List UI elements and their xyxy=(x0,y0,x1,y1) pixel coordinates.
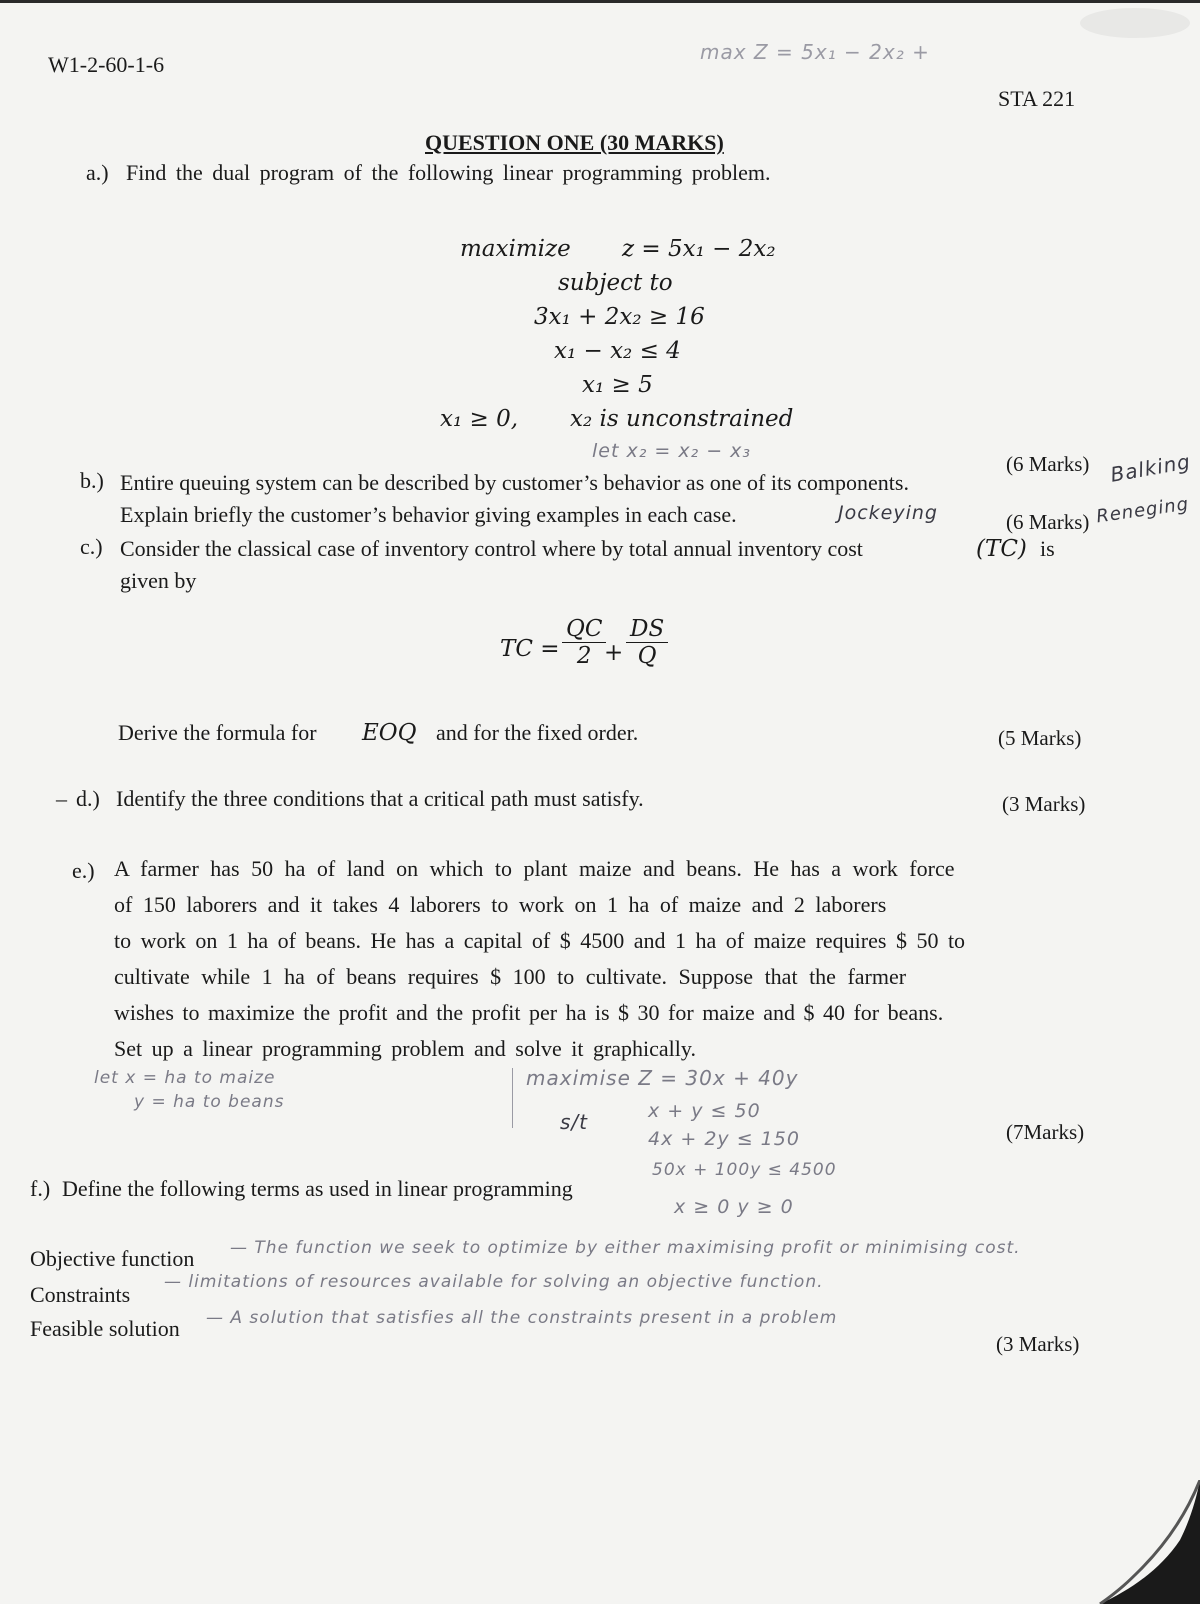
term-objective-function: Objective function xyxy=(30,1246,195,1271)
part-e-line5: wishes to maximize the profit and the profit per ha is $ 30 for maize and $ 40 for beans. xyxy=(114,1000,944,1025)
part-a-label: a.) xyxy=(86,160,109,185)
part-c-marks: (5 Marks) xyxy=(998,726,1082,750)
part-e-line6: Set up a linear programming problem and solve it graphically. xyxy=(114,1036,696,1061)
lp-objective: z = 5x₁ − 2x₂ xyxy=(622,236,776,262)
hand-e-c2: 4x + 2y ≤ 150 xyxy=(648,1128,800,1150)
frac2-numerator: DS xyxy=(626,616,668,643)
hand-note-balking: Balking xyxy=(1108,449,1193,487)
lp-constraint-2: x₁ − x₂ ≤ 4 xyxy=(554,338,681,364)
part-b-marks: (6 Marks) xyxy=(1006,510,1090,534)
hand-note-top: max Z = 5x₁ − 2x₂ + xyxy=(700,40,930,64)
question-title: QUESTION ONE (30 MARKS) xyxy=(425,130,724,155)
frac1-numerator: QC xyxy=(562,616,606,643)
lp-constraint-1: 3x₁ + 2x₂ ≥ 16 xyxy=(534,304,705,330)
scan-smudge xyxy=(1080,8,1190,38)
hand-e-let-x: let x = ha to maize xyxy=(94,1068,276,1088)
part-d-text: Identify the three conditions that a critical path must satisfy. xyxy=(116,786,644,811)
part-e-line4: cultivate while 1 ha of beans requires $ 100 to cultivate. Suppose that the farmer xyxy=(114,964,907,989)
paper-code: W1-2-60-1-6 xyxy=(48,52,165,77)
hand-def-constraints: — limitations of resources available for solving an objective function. xyxy=(164,1272,824,1292)
part-c-line1-end: is xyxy=(1040,536,1055,561)
part-b-line2: Explain briefly the customer’s behavior giving examples in each case. xyxy=(120,502,737,527)
formula-lhs: TC = xyxy=(500,636,560,662)
part-f-label: f.) xyxy=(30,1176,51,1201)
course-code: STA 221 xyxy=(998,86,1076,111)
lp-subject-to: subject to xyxy=(558,270,673,296)
hand-e-c3: 50x + 100y ≤ 4500 xyxy=(652,1160,837,1180)
part-e-line1: A farmer has 50 ha of land on which to plant maize and beans. He has a work force xyxy=(114,856,955,881)
lp-nonneg: x₁ ≥ 0, xyxy=(440,406,519,432)
part-c-tc: (TC) xyxy=(976,536,1027,562)
part-e-marks: (7Marks) xyxy=(1006,1120,1085,1144)
part-b-line1: Entire queuing system can be described by customer’s behavior as one of its components. xyxy=(120,470,909,495)
part-d-marks: (3 Marks) xyxy=(1002,792,1086,816)
lp-constraint-3: x₁ ≥ 5 xyxy=(582,372,653,398)
hand-note-reneging: Reneging xyxy=(1094,493,1191,528)
part-e-label: e.) xyxy=(72,858,95,883)
part-e-line3: to work on 1 ha of beans. He has a capital of $ 4500 and 1 ha of maize requires $ 50 to xyxy=(114,928,966,953)
part-c-line1: Consider the classical case of inventory control where by total annual inventory cost xyxy=(120,536,863,561)
hand-e-st: s/t xyxy=(560,1110,588,1134)
formula-frac2 xyxy=(626,616,668,669)
part-a-marks: (6 Marks) xyxy=(1006,452,1090,476)
hand-def-feasible: — A solution that satisfies all the constraints present in a problem xyxy=(206,1308,838,1328)
part-d-label: d.) xyxy=(76,786,100,811)
hand-divider xyxy=(512,1068,513,1128)
part-e-line2: of 150 laborers and it takes 4 laborers to work on 1 ha of maize and 2 laborers xyxy=(114,892,887,917)
part-f-text: Define the following terms as used in linear programming xyxy=(62,1176,573,1201)
frac2-denominator: Q xyxy=(637,643,657,669)
hand-e-c4: x ≥ 0 y ≥ 0 xyxy=(674,1196,794,1218)
hand-note-a: let x₂ = x₂ − x₃ xyxy=(592,440,752,462)
page-top-edge xyxy=(0,0,1200,3)
part-b-label: b.) xyxy=(80,468,104,493)
scan-corner-shadow xyxy=(1060,1480,1200,1604)
part-f-marks: (3 Marks) xyxy=(996,1332,1080,1356)
formula-frac1 xyxy=(562,616,606,669)
hand-note-jockeying: Jockeying xyxy=(838,502,938,524)
hand-def-objective: — The function we seek to optimize by either maximising profit or minimising cost. xyxy=(230,1238,1021,1258)
part-c-derive-post: and for the fixed order. xyxy=(436,720,639,745)
hand-e-c1: x + y ≤ 50 xyxy=(648,1100,761,1122)
part-c-line2: given by xyxy=(120,568,197,593)
hand-e-let-y: y = ha to beans xyxy=(134,1092,285,1112)
frac1-denominator: 2 xyxy=(576,643,592,669)
part-a-text: Find the dual program of the following linear programming problem. xyxy=(126,160,771,185)
formula-plus: + xyxy=(604,640,624,666)
part-c-derive-pre: Derive the formula for xyxy=(118,720,317,745)
part-c-label: c.) xyxy=(80,534,103,559)
lp-maximize: maximize xyxy=(460,236,571,262)
part-d-dash: – xyxy=(56,786,67,811)
term-constraints: Constraints xyxy=(30,1282,131,1307)
part-c-eoq: EOQ xyxy=(362,720,417,746)
term-feasible-solution: Feasible solution xyxy=(30,1316,180,1341)
hand-e-objective: maximise Z = 30x + 40y xyxy=(526,1066,799,1090)
lp-unconstrained: x₂ is unconstrained xyxy=(570,406,794,432)
